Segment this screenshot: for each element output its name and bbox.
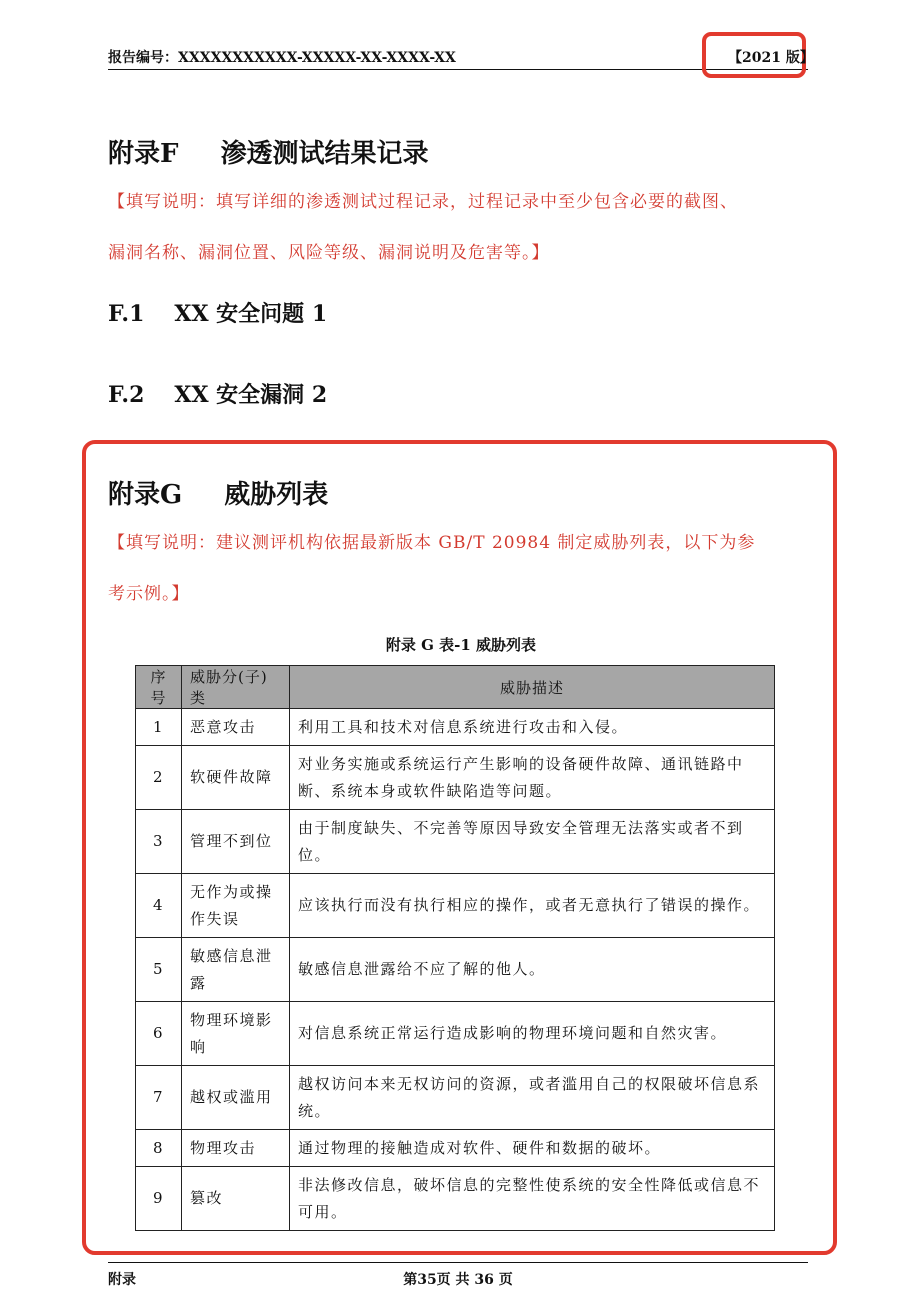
- column-header-no: 序号: [136, 666, 182, 709]
- row-category: 篡改: [182, 1167, 290, 1231]
- table-row: [136, 746, 775, 810]
- appendix-g-note-line: 【填写说明：建议测评机构依据最新版本 GB/T 20984 制定威胁列表，以下为参: [108, 533, 756, 553]
- section-f2-heading: [108, 378, 327, 409]
- row-number: 2: [136, 746, 182, 810]
- table-caption: 附录 G 表-1 威胁列表: [385, 636, 537, 654]
- row-description: 利用工具和技术对信息系统进行攻击和入侵。: [290, 709, 775, 746]
- footer-section-label: 附录: [108, 1272, 136, 1288]
- appendix-f-note-line: 漏洞名称、漏洞位置、风险等级、漏洞说明及危害等。】: [108, 243, 550, 263]
- row-category: 软硬件故障: [182, 746, 290, 810]
- row-number: 7: [136, 1066, 182, 1130]
- table-row: [136, 1130, 775, 1167]
- section-title: XX 安全漏洞 2: [174, 382, 328, 408]
- row-category: 敏感信息泄露: [182, 938, 290, 1002]
- row-number: 1: [136, 709, 182, 746]
- row-category: 越权或滥用: [182, 1066, 290, 1130]
- row-description: 应该执行而没有执行相应的操作，或者无意执行了错误的操作。: [290, 874, 775, 938]
- section-f1-heading: [108, 297, 327, 328]
- column-header-category: 威胁分(子)类: [182, 666, 290, 709]
- appendix-g-note: [108, 518, 808, 620]
- row-description: 对信息系统正常运行造成影响的物理环境问题和自然灾害。: [290, 1002, 775, 1066]
- appendix-g-heading: [108, 474, 328, 511]
- row-category: 物理攻击: [182, 1130, 290, 1167]
- row-number: 5: [136, 938, 182, 1002]
- section-code: F.1: [108, 301, 145, 327]
- row-description: 对业务实施或系统运行产生影响的设备硬件故障、通讯链路中断、系统本身或软件缺陷造等问题。: [290, 746, 775, 810]
- table-row: [136, 1066, 775, 1130]
- section-title: XX 安全问题 1: [174, 301, 328, 327]
- table-row: [136, 810, 775, 874]
- table-row: [136, 1002, 775, 1066]
- table-header-row: [136, 666, 775, 709]
- appendix-f-code: 附录F: [108, 139, 179, 169]
- row-category: 物理环境影响: [182, 1002, 290, 1066]
- table-row: [136, 938, 775, 1002]
- section-code: F.2: [108, 382, 145, 408]
- page-footer: [108, 1262, 808, 1293]
- page-header: [108, 44, 814, 70]
- row-category: 管理不到位: [182, 810, 290, 874]
- row-description: 由于制度缺失、不完善等原因导致安全管理无法落实或者不到位。: [290, 810, 775, 874]
- report-number: 报告编号：XXXXXXXXXXX-XXXXX-XX-XXXX-XX: [108, 50, 456, 66]
- row-description: 越权访问本来无权访问的资源，或者滥用自己的权限破坏信息系统。: [290, 1066, 775, 1130]
- threat-table: [135, 665, 775, 1231]
- row-number: 3: [136, 810, 182, 874]
- appendix-f-note-line: 【填写说明：填写详细的渗透测试过程记录，过程记录中至少包含必要的截图、: [108, 192, 738, 212]
- row-category: 恶意攻击: [182, 709, 290, 746]
- appendix-g-code: 附录G: [108, 480, 183, 510]
- appendix-f-title: 渗透测试结果记录: [220, 139, 429, 169]
- row-number: 4: [136, 874, 182, 938]
- page-number: 第35页 共 36 页: [403, 1272, 513, 1288]
- table-row: [136, 709, 775, 746]
- row-category: 无作为或操作失误: [182, 874, 290, 938]
- table-row: [136, 874, 775, 938]
- appendix-g-note-line: 考示例。】: [108, 584, 190, 604]
- appendix-f-note: [108, 177, 808, 279]
- row-description: 通过物理的接触造成对软件、硬件和数据的破坏。: [290, 1130, 775, 1167]
- row-number: 6: [136, 1002, 182, 1066]
- row-description: 非法修改信息，破坏信息的完整性使系统的安全性降低或信息不可用。: [290, 1167, 775, 1231]
- table-row: [136, 1167, 775, 1231]
- column-header-description: 威胁描述: [290, 666, 775, 709]
- appendix-f-heading: [108, 133, 428, 170]
- row-number: 8: [136, 1130, 182, 1167]
- report-version: 【2021 版】: [728, 50, 814, 66]
- appendix-g-title: 威胁列表: [224, 480, 329, 510]
- row-description: 敏感信息泄露给不应了解的他人。: [290, 938, 775, 1002]
- row-number: 9: [136, 1167, 182, 1231]
